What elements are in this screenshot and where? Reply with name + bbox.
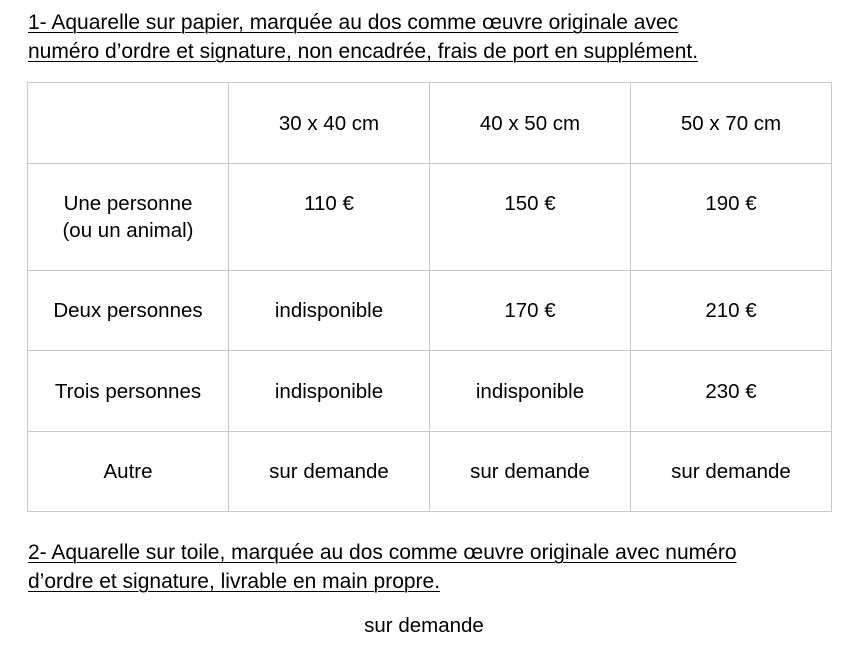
- table-row: [28, 351, 832, 432]
- section-1-heading: [28, 9, 698, 66]
- row-label-line: Deux personnes: [53, 299, 203, 322]
- row-label: [28, 351, 229, 432]
- row-label: [28, 271, 229, 351]
- row-label: [28, 432, 229, 512]
- row-label-line: Autre: [103, 460, 153, 483]
- table-header-row: [28, 83, 832, 164]
- table-row: [28, 164, 832, 271]
- row-label: [28, 164, 229, 271]
- price-cell: 210 €: [631, 271, 832, 351]
- price-cell: 190 €: [631, 164, 832, 271]
- table-row: [28, 271, 832, 351]
- section-2-heading-line: 2- Aquarelle sur toile, marquée au dos comme œuvre originale avec numéro: [28, 541, 737, 564]
- row-label-line: Une personne: [63, 192, 193, 215]
- column-header-30x40: 30 x 40 cm: [229, 83, 430, 164]
- price-cell: 230 €: [631, 351, 832, 432]
- price-cell: indisponible: [229, 351, 430, 432]
- price-cell: sur demande: [430, 432, 631, 512]
- section-1-heading-line: 1- Aquarelle sur papier, marquée au dos comme œuvre originale avec: [28, 11, 679, 34]
- column-header-50x70: 50 x 70 cm: [631, 83, 832, 164]
- price-cell: 110 €: [229, 164, 430, 271]
- section-1-heading-line: numéro d’ordre et signature, non encadrée, frais de port en supplément.: [28, 39, 699, 63]
- table-row: [28, 432, 832, 512]
- price-cell: sur demande: [229, 432, 430, 512]
- price-cell: indisponible: [229, 271, 430, 351]
- row-label-line: Trois personnes: [54, 379, 202, 403]
- column-header-40x50: 40 x 50 cm: [430, 83, 631, 164]
- section-2-heading: [28, 539, 737, 596]
- row-label-line: (ou un animal): [62, 219, 194, 242]
- section-2-heading-line: d’ordre et signature, livrable en main propre.: [28, 569, 441, 593]
- section-2-price-note: sur demande: [364, 614, 484, 637]
- table-corner-cell: [28, 83, 229, 164]
- price-cell: sur demande: [631, 432, 832, 512]
- price-cell: 150 €: [430, 164, 631, 271]
- price-cell: indisponible: [430, 351, 631, 432]
- price-cell: 170 €: [430, 271, 631, 351]
- price-table: [27, 82, 832, 512]
